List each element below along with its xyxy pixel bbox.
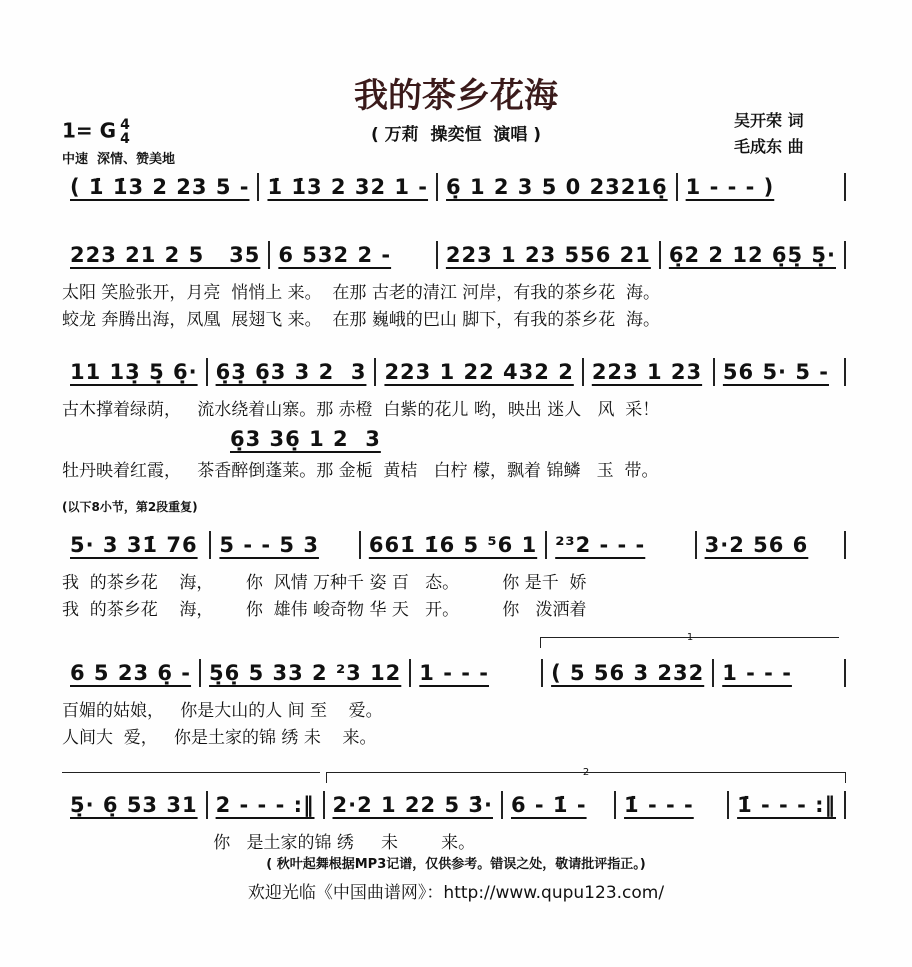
measure: 6̣ 1 2 3 5 0 23216̣ — [438, 173, 678, 201]
notation-row — [62, 790, 846, 820]
measure: 223 21 2 5 35 — [62, 241, 270, 269]
volta-2-label: 2 — [582, 767, 590, 778]
measure: 223 1 23 556 21 — [438, 241, 661, 269]
measure: 6̣3 36̣ 1 2 3 — [230, 427, 381, 451]
volta-1-continued — [62, 772, 320, 783]
lyrics-line: 我 的茶乡花 海， 你 雄伟 峻奇物 华 天 开。 你 泼洒着 — [62, 600, 587, 620]
measure: ²³2 - - - — [547, 531, 696, 559]
measure: 5̣· 6̣ 53 31 — [62, 791, 208, 819]
measure: 5 - - 5 3 — [211, 531, 360, 559]
singers: ( 万莉 操奕恒 演唱 ) — [370, 125, 542, 145]
volta-1 — [540, 632, 839, 648]
volta-1-label: 1 — [686, 632, 694, 643]
measure: 1̇ - - - :‖ — [729, 791, 846, 819]
lyrics-line: 百媚的姑娘， 你是大山的人 间 至 爱。 — [62, 701, 383, 721]
measure: 6̣2 2 12 6̣5̣ 5̣· — [661, 241, 846, 269]
tempo-marking: 中速 深情、赞美地 — [62, 152, 176, 167]
volta-2 — [326, 767, 846, 783]
measure: 6 - 1̇ - — [503, 791, 616, 819]
measure: 6 5 23 6̣ - — [62, 659, 201, 687]
lyrics-line: 你 是土家的锦 绣 未 来。 — [62, 833, 476, 853]
measure: 1 - - - ) — [678, 173, 846, 201]
measure: 5̣6̣ 5 33 2 ²3 12 — [201, 659, 411, 687]
key: 1= G — [62, 118, 117, 143]
time-bottom: 4 — [120, 131, 130, 147]
lyrics-line: 牡丹映着红霞， 茶香醉倒蓬莱。那 金栀 黄桔 白柠 檬，飘着 锦鳞 玉 带。 — [62, 461, 659, 481]
measure: 223 1 23 — [584, 358, 715, 386]
notation-row — [62, 240, 846, 270]
measure: 223 1 22 432 2 — [376, 358, 583, 386]
song-title: 我的茶乡花海 — [354, 76, 558, 116]
measure: 661̇ 1̇6 5 ⁵6 1 — [361, 531, 547, 559]
measure: 1 - - - — [714, 659, 846, 687]
measure: 2·2 1 22 5 3̇· — [325, 791, 503, 819]
lyrics-line: 人间大 爱， 你是土家的锦 绣 未 来。 — [62, 728, 377, 748]
measure: 11 13̣ 5̣ 6̣· — [62, 358, 208, 386]
time-signature — [120, 118, 130, 146]
key-signature — [62, 118, 130, 146]
measure: 3·2 56 6 — [697, 531, 846, 559]
measure: ( 5 56 3 232 — [543, 659, 714, 687]
measure: 6 532 2 - — [270, 241, 438, 269]
lyricist: 吴开荣 词 — [734, 111, 804, 130]
measure: 1 - - - — [411, 659, 543, 687]
notation-row — [62, 357, 846, 387]
footnote: ( 秋叶起舞根据MP3记谱，仅供参考。错误之处，敬请批评指正。) — [266, 857, 646, 872]
lyrics-line: 我 的茶乡花 海， 你 风情 万种千 姿 百 态。 你 是千 娇 — [62, 573, 587, 593]
measure: 2 - - - :‖ — [208, 791, 325, 819]
measure: 1̇ 1̇3 2 32 1 - — [259, 173, 438, 201]
alt-notation-row — [222, 424, 392, 454]
time-top: 4 — [120, 117, 130, 133]
composer: 毛成东 曲 — [734, 137, 804, 156]
measure: 56 5· 5 - — [715, 358, 846, 386]
lyrics-line: 古木撑着绿荫， 流水绕着山寨。那 赤橙 白紫的花儿 哟，映出 迷人 风 采！ — [62, 400, 660, 420]
measure: 5· 3 31̇ 76 — [62, 531, 211, 559]
notation-row — [62, 658, 846, 688]
notation-row — [62, 172, 846, 202]
repeat-note: (以下8小节，第2段重复) — [62, 500, 198, 514]
notation-row — [62, 530, 846, 560]
website-credit: 欢迎光临《中国曲谱网》：http://www.qupu123.com/ — [247, 883, 665, 903]
measure: 1̇ - - - — [616, 791, 729, 819]
lyrics-line: 太阳 笑脸张开，月亮 悄悄上 来。 在那 古老的清江 河岸，有我的茶乡花 海。 — [62, 283, 661, 303]
measure: 6̣3̣ 6̣3 3 2 3 — [208, 358, 377, 386]
measure: ( 1̇ 1̇3 2 23 5 - — [62, 173, 259, 201]
lyrics-line: 蛟龙 奔腾出海，凤凰 展翅飞 来。 在那 巍峨的巴山 脚下，有我的茶乡花 海。 — [62, 310, 661, 330]
